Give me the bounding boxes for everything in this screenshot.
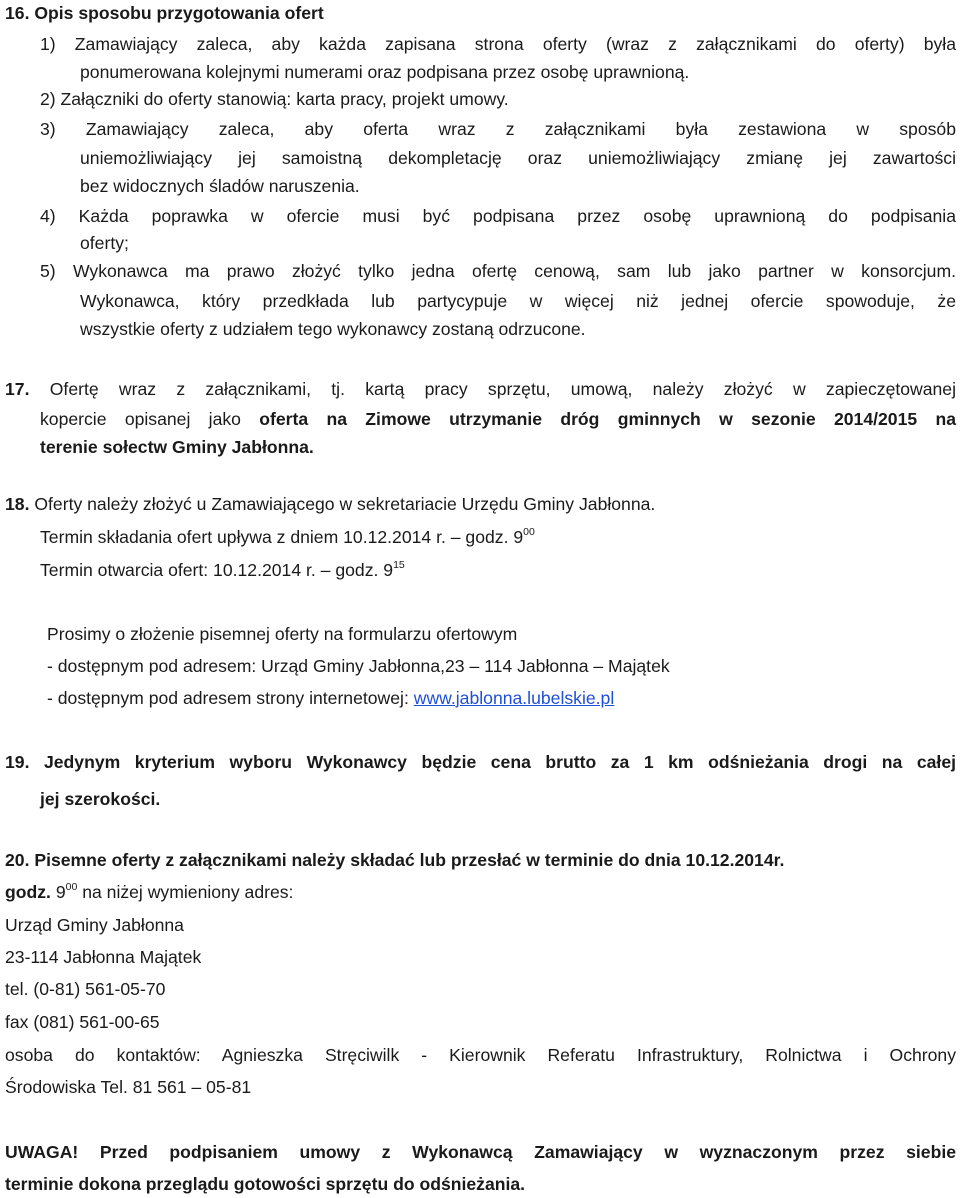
uwaga-line-1: UWAGA! Przed podpisaniem umowy z Wykonawcą Zamawiający w wyznaczonym przez siebie	[5, 1142, 956, 1162]
s16-item-3-line-3: bez widocznych śladów naruszenia.	[80, 176, 360, 196]
s16-item-4-line-1: 4) Każda poprawka w ofercie musi być podpisana przez osobę uprawnioną do podpisania	[40, 206, 956, 226]
s18-address-web: - dostępnym pod adresem strony internetowej: www.jablonna.lubelskie.pl	[47, 688, 615, 708]
s20-fax: fax (081) 561-00-65	[5, 1012, 160, 1032]
s19-line-2: jej szerokości.	[40, 789, 161, 809]
s17-line-1-text: Ofertę wraz z załącznikami, tj. kartą pracy sprzętu, umową, należy złożyć w zapieczętowanej	[49, 379, 956, 399]
s20-contact-line-1: osoba do kontaktów: Agnieszka Stręciwilk - Kierownik Referatu Infrastruktury, Rolnictwa i Ochrony	[5, 1045, 956, 1065]
s20-line-1: 20. Pisemne oferty z załącznikami należy składać lub przesłać w terminie do dnia 10.12.2014r.	[5, 850, 785, 870]
s17-line-2	[40, 407, 956, 431]
s16-item-4-line-2: oferty;	[80, 233, 129, 253]
s20-phone: tel. (0-81) 561-05-70	[5, 979, 166, 999]
s18-line-1-text: Oferty należy złożyć u Zamawiającego w sekretariacie Urzędu Gminy Jabłonna.	[34, 494, 656, 514]
s20-minutes: 00	[65, 881, 78, 893]
s19-line-1: 19. Jedynym kryterium wyboru Wykonawcy będzie cena brutto za 1 km odśnieżania drogi na całej	[5, 752, 956, 772]
s16-item-2: 2) Załączniki do oferty stanowią: karta pracy, projekt umowy.	[40, 89, 509, 109]
s16-item-5-line-1: 5) Wykonawca ma prawo złożyć tylko jedna ofertę cenową, sam lub jako partner w konsorcjum.	[40, 261, 956, 281]
s18-submission-minutes: 00	[523, 526, 535, 538]
s16-item-3-line-1: 3) Zamawiający zaleca, aby oferta wraz z załącznikami była zestawiona w sposób	[40, 119, 956, 139]
section-16-heading: 16. Opis sposobu przygotowania ofert	[5, 3, 324, 23]
s16-item-5-line-2: Wykonawca, który przedkłada lub partycypuje w więcej niż jednej ofercie spowoduje, że	[80, 291, 956, 311]
s18-opening-time: Termin otwarcia ofert: 10.12.2014 r. – godz. $9^{15}$	[40, 559, 405, 580]
s20-address-line-2: 23-114 Jabłonna Majątek	[5, 947, 202, 967]
s16-item-5-line-3: wszystkie oferty z udziałem tego wykonawcy zostaną odrzucone.	[80, 319, 586, 339]
s20-line-2: godz. $9^{00}$ na niżej wymieniony adres:	[5, 881, 294, 902]
s17-line-2-bold: oferta na Zimowe utrzymanie dróg gminnych w sezonie 2014/2015 na	[259, 409, 956, 429]
s17-line-3: terenie sołectw Gminy Jabłonna.	[40, 437, 314, 457]
s16-item-1-line-2: ponumerowana kolejnymi numerami oraz podpisana przez osobę uprawnioną.	[80, 62, 690, 82]
website-link[interactable]: www.jablonna.lubelskie.pl	[413, 688, 615, 708]
s16-item-1-line-1: 1) Zamawiający zaleca, aby każda zapisana strona oferty (wraz z załącznikami do oferty) była	[40, 34, 956, 54]
s18-line-1	[5, 492, 655, 516]
s18-prosimy: Prosimy o złożenie pisemnej oferty na formularzu ofertowym	[47, 624, 518, 644]
s17-line-2-plain: kopercie opisanej jako	[40, 409, 260, 429]
s20-contact-line-2: Środowiska Tel. 81 561 – 05-81	[5, 1077, 252, 1097]
uwaga-line-2: terminie dokona przeglądu gotowości sprzętu do odśnieżania.	[5, 1174, 526, 1194]
s20-address-line-1: Urząd Gminy Jabłonna	[5, 915, 184, 935]
s16-item-3-line-2: uniemożliwiający jej samoistną dekompletację oraz uniemożliwiający zmianę jej zawartości	[80, 148, 956, 168]
s18-submission-deadline: Termin składania ofert upływa z dniem 10.12.2014 r. – godz. $9^{00}$	[40, 526, 535, 547]
s17-number: 17.	[5, 379, 30, 399]
s18-address-office: - dostępnym pod adresem: Urząd Gminy Jabłonna,23 – 114 Jabłonna – Majątek	[47, 656, 670, 676]
s18-number: 18.	[5, 494, 30, 514]
s17-line-1	[5, 377, 956, 401]
s18-opening-minutes: 15	[393, 559, 405, 571]
